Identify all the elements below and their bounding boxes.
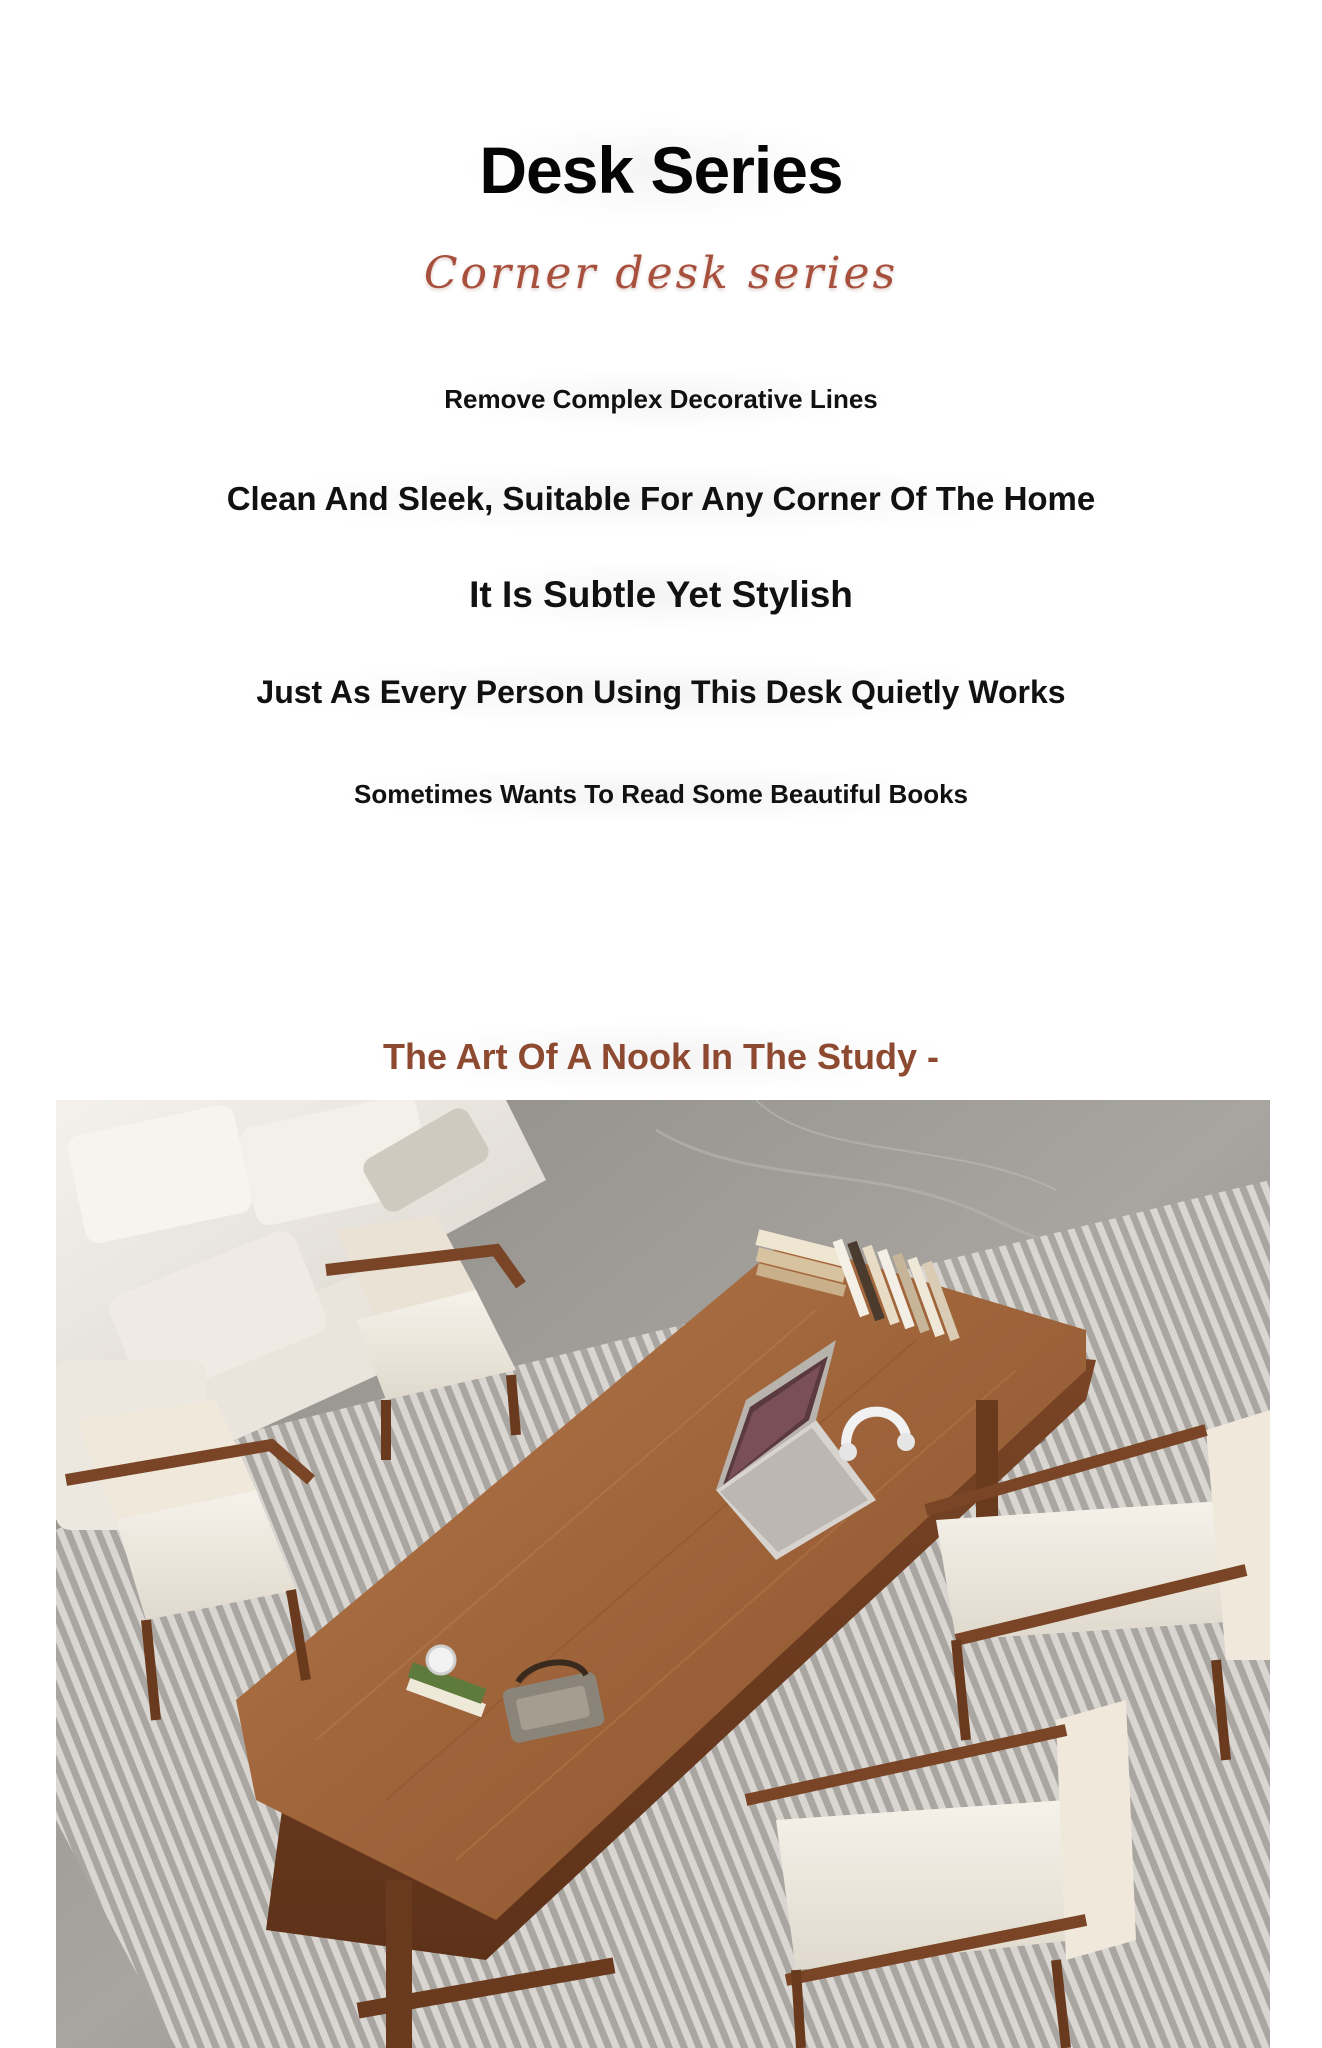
tagline-3-text: It Is Subtle Yet Stylish bbox=[457, 560, 865, 630]
tagline-1-text: Remove Complex Decorative Lines bbox=[432, 370, 890, 429]
tagline-2 bbox=[0, 466, 1322, 532]
tagline-3 bbox=[0, 560, 1322, 630]
tagline-4-text: Just As Every Person Using This Desk Quietly Works bbox=[244, 660, 1077, 725]
section-heading bbox=[0, 1022, 1322, 1092]
script-subtitle: Corner desk series bbox=[423, 248, 899, 299]
tagline-5-text: Sometimes Wants To Read Some Beautiful Books bbox=[342, 765, 980, 824]
tagline-2-text: Clean And Sleek, Suitable For Any Corner Of The Home bbox=[215, 466, 1108, 532]
product-photo bbox=[56, 1100, 1270, 2048]
page-title-text: Desk Series bbox=[467, 118, 854, 222]
tagline-5 bbox=[0, 765, 1322, 824]
tagline-4 bbox=[0, 660, 1322, 725]
page-title bbox=[0, 118, 1322, 222]
section-heading-text: The Art Of A Nook In The Study - bbox=[371, 1022, 951, 1092]
tagline-1 bbox=[0, 370, 1322, 429]
